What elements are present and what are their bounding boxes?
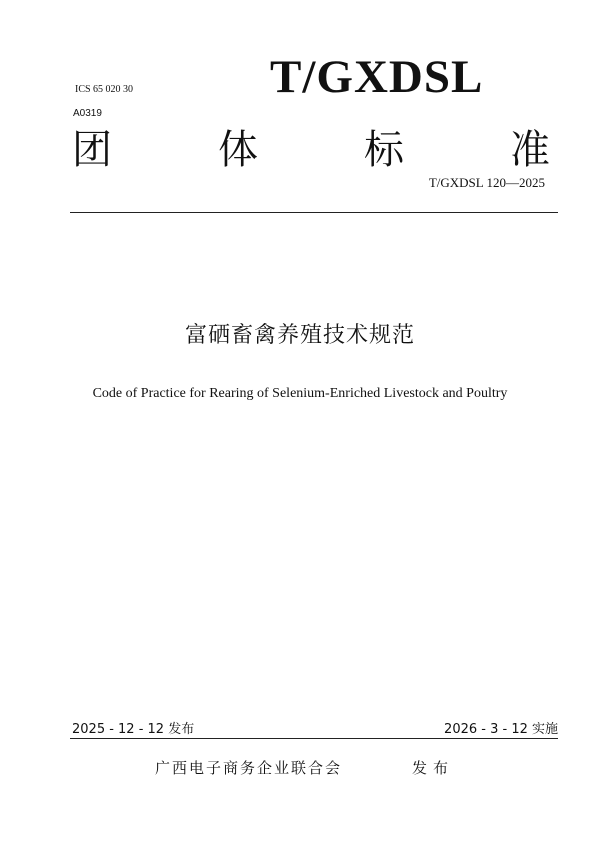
standard-number: T/GXDSL 120—2025 bbox=[428, 175, 545, 190]
ccs-code: A0319 bbox=[73, 108, 102, 119]
standard-type-char: 体 bbox=[218, 127, 258, 173]
header-divider bbox=[70, 212, 558, 213]
publisher-name: 广西电子商务企业联合会 bbox=[155, 759, 343, 777]
implementation-date: 2026 - 3 - 12 实施 bbox=[444, 722, 558, 737]
standard-type-char: 团 bbox=[72, 127, 112, 173]
standard-type-char: 标 bbox=[364, 127, 404, 173]
document-title-chinese: 富硒畜禽养殖技术规范 bbox=[184, 323, 415, 348]
standard-type-char: 准 bbox=[510, 127, 550, 173]
standard-type-heading bbox=[72, 128, 550, 172]
publish-action: 发布 bbox=[412, 759, 455, 777]
document-title-english: Code of Practice for Rearing of Selenium-Enriched Livestock and Poultry bbox=[92, 386, 508, 401]
standard-brand-code: T/GXDSL bbox=[270, 51, 484, 103]
issue-date: 2025 - 12 - 12 发布 bbox=[72, 722, 195, 737]
footer-divider bbox=[70, 738, 558, 739]
ics-code: ICS 65 020 30 bbox=[75, 84, 134, 95]
